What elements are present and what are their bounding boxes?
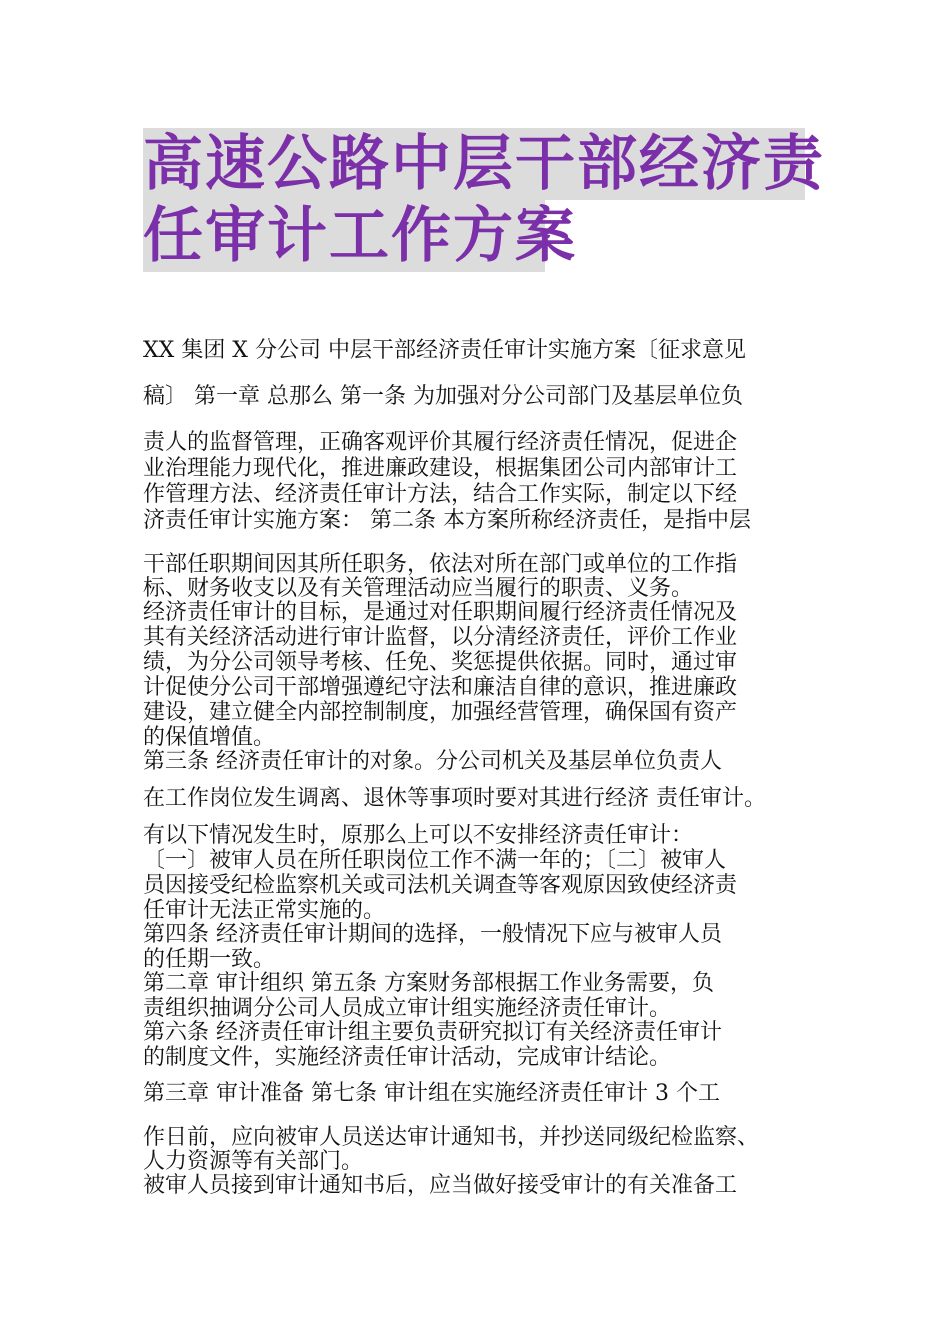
body-line: 第二章 审计组织 第五条 方案财务部根据工作业务需要，负 — [143, 971, 714, 996]
body-line: 人力资源等有关部门。 — [143, 1149, 364, 1174]
body-line: 第六条 经济责任审计组主要负责研究拟订有关经济责任审计 — [143, 1020, 722, 1045]
body-line: 建设，建立健全内部控制制度，加强经营管理，确保国有资产 — [143, 700, 738, 725]
body-line: 的保值增值。 — [143, 725, 276, 750]
body-line: 其有关经济活动进行审计监督，以分清经济责任，评价工作业 — [143, 625, 738, 650]
body-line: 绩，为分公司领导考核、任免、奖惩提供依据。同时，通过审 — [143, 650, 738, 675]
body-line: 经济责任审计的目标，是通过对任职期间履行经济责任情况及 — [143, 600, 738, 625]
body-line: 的任期一致。 — [143, 947, 276, 972]
body-line: 责组织抽调分公司人员成立审计组实施经济责任审计。 — [143, 996, 672, 1021]
body-line: 标、财务收支以及有关管理活动应当履行的职责、义务。 — [143, 576, 694, 601]
body-line: 有以下情况发生时，原那么上可以不安排经济责任审计： — [143, 823, 694, 848]
document-title-line-2: 任审计工作方案 — [143, 201, 577, 271]
body-line: 的制度文件，实施经济责任审计活动，完成审计结论。 — [143, 1045, 672, 1070]
body-line: 员因接受纪检监察机关或司法机关调查等客观原因致使经济责 — [143, 873, 738, 898]
body-line: XX 集团 X 分公司 中层干部经济责任审计实施方案〔征求意见 — [143, 338, 746, 363]
body-line: 在工作岗位发生调离、退休等事项时要对其进行经济 责任审计。 — [143, 786, 766, 811]
body-line: 第三条 经济责任审计的对象。分公司机关及基层单位负责人 — [143, 749, 722, 774]
body-line: 被审人员接到审计通知书后，应当做好接受审计的有关准备工 — [143, 1173, 738, 1198]
body-line: 稿〕 第一章 总那么 第一条 为加强对分公司部门及基层单位负 — [143, 384, 743, 409]
body-line: 济责任审计实施方案： 第二条 本方案所称经济责任，是指中层 — [143, 508, 751, 533]
document-title-line-1: 高速公路中层干部经济责 — [143, 129, 825, 199]
body-line: 计促使分公司干部增强遵纪守法和廉洁自律的意识，推进廉政 — [143, 675, 738, 700]
body-line: 任审计无法正常实施的。 — [143, 898, 386, 923]
body-line: 第四条 经济责任审计期间的选择，一般情况下应与被审人员 — [143, 922, 722, 947]
body-line: 干部任职期间因其所任职务，依法对所在部门或单位的工作指 — [143, 552, 738, 577]
body-line: 第三章 审计准备 第七条 审计组在实施经济责任审计 3 个工 — [143, 1081, 720, 1106]
body-line: 责人的监督管理，正确客观评价其履行经济责任情况，促进企 — [143, 430, 738, 455]
body-line: 作管理方法、经济责任审计方法，结合工作实际，制定以下经 — [143, 482, 738, 507]
body-line: 作日前，应向被审人员送达审计通知书，并抄送同级纪检监察、 — [143, 1125, 760, 1150]
body-line: 业治理能力现代化，推进廉政建设，根据集团公司内部审计工 — [143, 456, 738, 481]
body-line: 〔一〕被审人员在所任职岗位工作不满一年的；〔二〕被审人 — [143, 848, 727, 873]
